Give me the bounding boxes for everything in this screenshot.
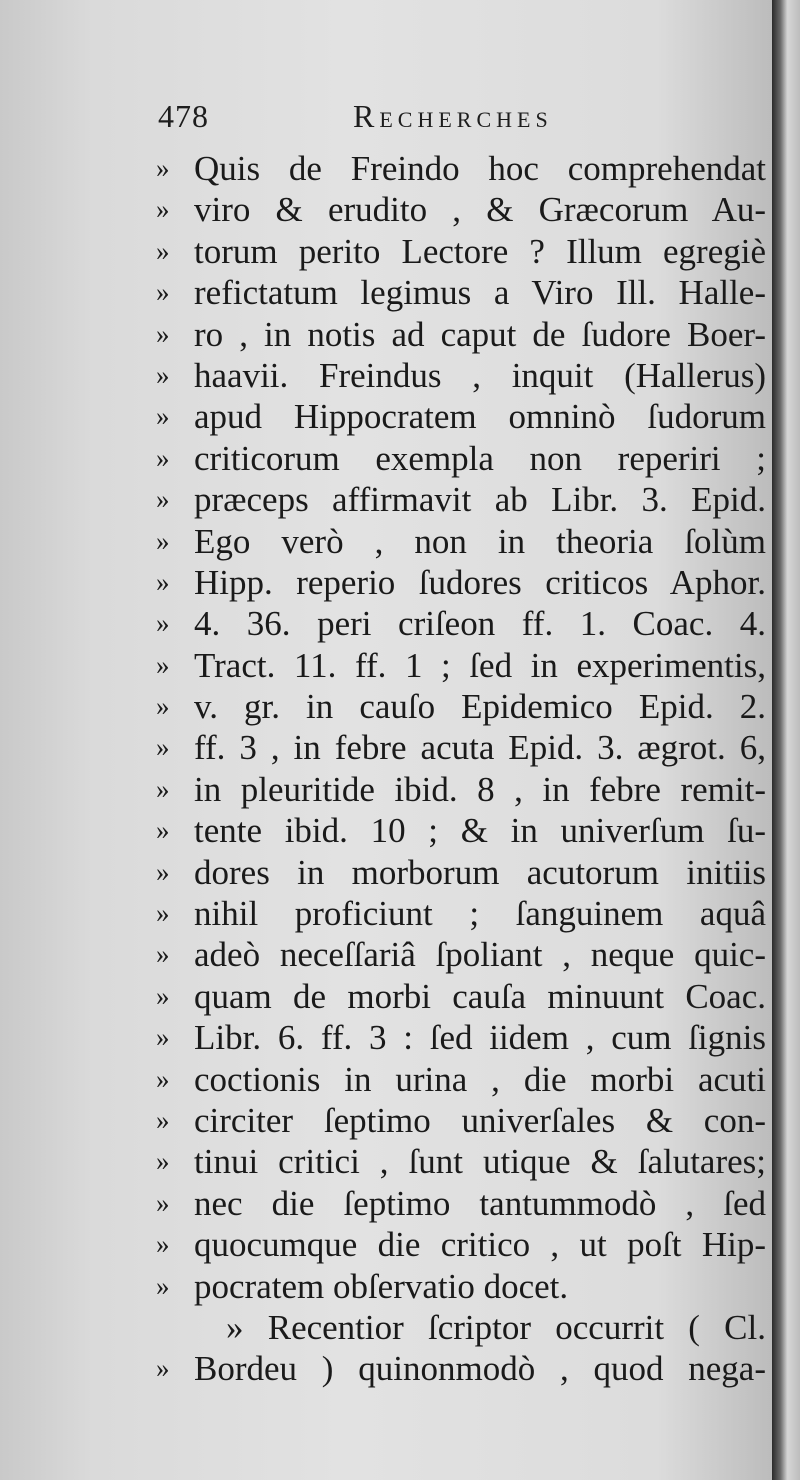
text-line	[156, 852, 766, 893]
line-text: viro & erudito , & Græcorum Au-	[194, 190, 766, 230]
text-line	[156, 727, 766, 768]
quote-mark	[156, 1307, 194, 1348]
text-line	[156, 1183, 766, 1224]
text-line	[156, 645, 766, 686]
text-line	[156, 355, 766, 396]
line-text: circiter ſeptimo univerſales & con-	[194, 1100, 766, 1140]
quote-mark: »	[156, 1270, 170, 1301]
quote-mark: »	[156, 939, 170, 970]
text-line	[156, 1141, 766, 1182]
text-line	[156, 438, 766, 479]
quote-mark: »	[156, 277, 170, 308]
text-line	[156, 1017, 766, 1058]
quote-mark: »	[156, 649, 170, 680]
line-text: in pleuritide ibid. 8 , in febre remit-	[194, 769, 766, 809]
text-line	[156, 272, 766, 313]
line-text: tinui critici , ſunt utique & ſalutares;	[194, 1142, 766, 1182]
line-text: pocratem obſervatio docet.	[194, 1266, 569, 1306]
quote-mark: »	[156, 608, 170, 639]
text-line	[156, 1348, 766, 1389]
quote-mark: »	[156, 1229, 170, 1260]
text-line	[156, 521, 766, 562]
body-text	[156, 148, 766, 1390]
line-text: nihil proficiunt ; ſanguinem aquâ	[194, 894, 766, 934]
quote-mark: »	[156, 318, 170, 349]
quote-mark: »	[156, 153, 170, 183]
line-text: tente ibid. 10 ; & in univerſum ſu-	[194, 811, 766, 851]
text-line	[156, 976, 766, 1017]
quote-mark: »	[156, 732, 170, 763]
line-text: dores in morborum acutorum initiis	[194, 852, 766, 892]
line-text: » Recentior ſcriptor occurrit ( Cl.	[226, 1307, 766, 1347]
text-line	[156, 1307, 766, 1348]
text-line	[156, 934, 766, 975]
line-text: quocumque die critico , ut poſt Hip-	[194, 1225, 766, 1265]
line-text: criticorum exempla non reperiri ;	[194, 438, 766, 478]
quote-mark: »	[156, 401, 170, 432]
text-line	[156, 769, 766, 810]
quote-mark: »	[156, 1022, 170, 1053]
line-text: præceps affirmavit ab Libr. 3. Epid.	[194, 480, 766, 520]
page-header	[158, 98, 758, 142]
quote-mark: »	[156, 1187, 170, 1218]
line-text: adeò neceſſariâ ſpoliant , neque quic-	[194, 935, 766, 975]
line-text: haavii. Freindus , inquit (Hallerus)	[194, 355, 766, 395]
quote-mark: »	[156, 980, 170, 1011]
text-line	[156, 1100, 766, 1141]
text-line	[156, 810, 766, 851]
line-text: 4. 36. peri criſeon ff. 1. Coac. 4.	[194, 604, 766, 644]
quote-mark: »	[156, 566, 170, 597]
text-line	[156, 686, 766, 727]
quote-mark: »	[156, 773, 170, 804]
text-line	[156, 1266, 766, 1307]
line-text: refictatum legimus a Viro Ill. Halle-	[194, 273, 766, 313]
quote-mark: »	[156, 898, 170, 929]
text-line	[156, 1059, 766, 1100]
book-gutter	[772, 0, 800, 1480]
line-text: torum perito Lectore ? Illum egregiè	[194, 231, 766, 271]
quote-mark: »	[156, 484, 170, 515]
page-number: 478	[158, 98, 209, 134]
quote-mark: »	[156, 1063, 170, 1094]
line-text: Bordeu ) quinonmodò , quod nega-	[194, 1349, 766, 1389]
text-line	[156, 314, 766, 355]
text-line	[156, 148, 766, 189]
quote-mark: »	[156, 815, 170, 846]
text-line	[156, 231, 766, 272]
line-text: ff. 3 , in febre acuta Epid. 3. ægrot. 6,	[194, 728, 766, 768]
running-title: Recherches	[353, 98, 553, 134]
line-text: Libr. 6. ff. 3 : ſed iidem , cum ſignis	[194, 1018, 766, 1058]
quote-mark: »	[156, 856, 170, 887]
line-text: apud Hippocratem omninò ſudorum	[194, 397, 766, 437]
line-text: Hipp. reperio ſudores criticos Aphor.	[194, 562, 766, 602]
text-line	[156, 603, 766, 644]
text-line	[156, 893, 766, 934]
quote-mark: »	[156, 359, 170, 390]
line-text: coctionis in urina , die morbi acuti	[194, 1059, 766, 1099]
line-text: Tract. 11. ff. 1 ; ſed in experimentis,	[194, 645, 766, 685]
text-line	[156, 1224, 766, 1265]
line-text: v. gr. in cauſo Epidemico Epid. 2.	[194, 687, 766, 727]
line-text: quam de morbi cauſa minuunt Coac.	[194, 976, 766, 1016]
quote-mark: »	[156, 525, 170, 556]
quote-mark: »	[156, 442, 170, 473]
quote-mark: »	[156, 194, 170, 225]
quote-mark: »	[156, 691, 170, 722]
line-text: Ego verò , non in theoria ſolùm	[194, 521, 766, 561]
quote-mark: »	[156, 235, 170, 266]
text-line	[156, 189, 766, 230]
quote-mark: »	[156, 1104, 170, 1135]
line-text: Quis de Freindo hoc comprehendat	[194, 149, 766, 188]
text-line	[156, 479, 766, 520]
text-line	[156, 396, 766, 437]
quote-mark: »	[156, 1353, 170, 1384]
line-text: ro , in notis ad caput de ſudore Boer-	[194, 314, 766, 354]
quote-mark: »	[156, 1146, 170, 1177]
text-line	[156, 562, 766, 603]
line-text: nec die ſeptimo tantummodò , ſed	[194, 1183, 766, 1223]
